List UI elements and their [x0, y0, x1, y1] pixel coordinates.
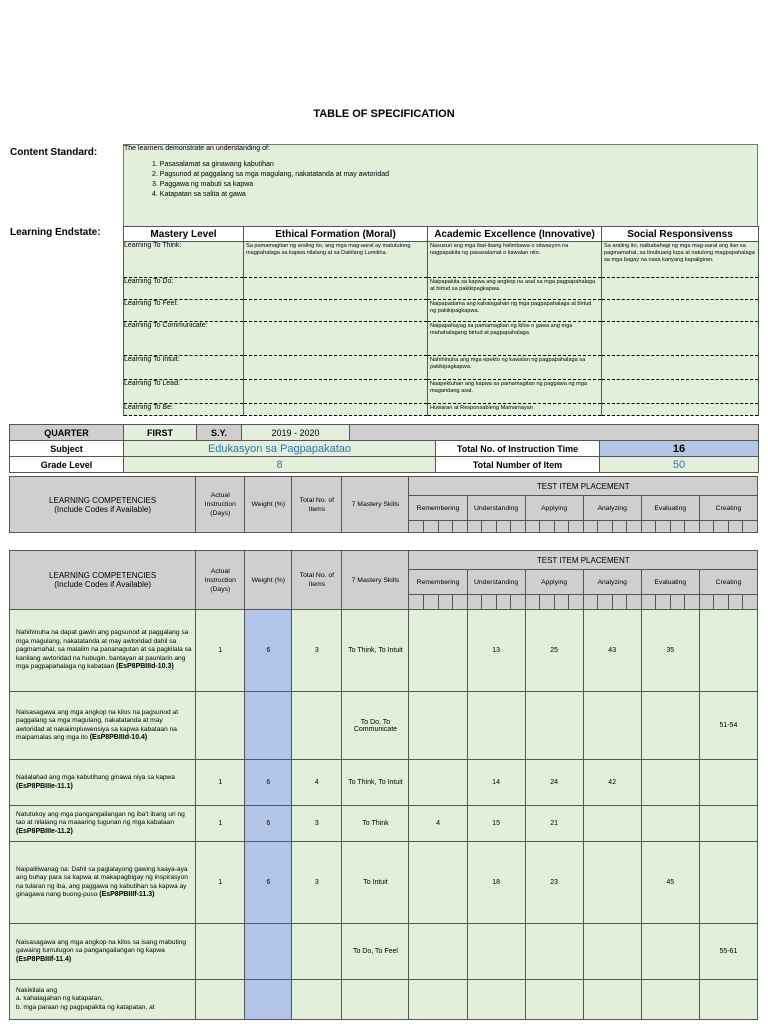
- endstate-row: [124, 380, 759, 404]
- endstate-mastery-level: Learning To Think:: [124, 242, 244, 278]
- header-subcell: [685, 595, 700, 610]
- mastery-skills-cell: [342, 980, 409, 1020]
- header-subcell: [453, 521, 468, 533]
- quarter-value: FIRST: [124, 425, 197, 441]
- total-items-cell: 3: [292, 842, 342, 924]
- placement-app-cell: 21: [525, 806, 583, 842]
- placement-cre-cell: 51-54: [699, 692, 757, 760]
- placement-rem-cell: [409, 610, 467, 692]
- mastery-skills-cell: To Do, To Feel: [342, 924, 409, 980]
- header-subcell: [641, 595, 656, 610]
- header-subcell: [598, 595, 613, 610]
- header-subcell: [453, 595, 468, 610]
- header-weight: Weight (%): [245, 477, 292, 533]
- endstate-row: [124, 356, 759, 380]
- content-standard-label: Content Standard:: [10, 147, 98, 158]
- competency-description: [10, 692, 196, 760]
- competency-row: [10, 924, 758, 980]
- header-subcell: [569, 595, 584, 610]
- competency-code: (EsP8PBIIIe-11.2): [16, 827, 73, 835]
- instruction-days-cell: 1: [196, 760, 245, 806]
- header-subcell: [482, 521, 497, 533]
- competency-header-table: [9, 476, 758, 533]
- header-subcell: [728, 521, 743, 533]
- header-subcell: [569, 521, 584, 533]
- placement-eva-cell: 35: [641, 610, 699, 692]
- header-actual-instruction: Actual Instruction (Days): [196, 477, 245, 533]
- competency-row: [10, 842, 758, 924]
- endstate-social: [602, 356, 759, 380]
- total-time-value: 16: [600, 441, 759, 457]
- header-subcell: [670, 595, 685, 610]
- total-items-cell: [292, 692, 342, 760]
- competency-table: [9, 550, 758, 1020]
- weight-cell: [245, 980, 292, 1020]
- endstate-row: [124, 300, 759, 322]
- total-items-cell: 4: [292, 760, 342, 806]
- endstate-innovative: Naipapakita sa kapwa ang angkop na asal sa mga pagpapahalaga at birtud sa pakikipagkapwa.: [428, 278, 602, 300]
- endstate-moral: Sa pamamagitan ng araling ito, ang mga mag-aaral ay matututong magpahalaga sa kapwa nilalang at sa Dakilang Lumikha.: [244, 242, 428, 278]
- total-items-label: Total Number of Item: [436, 457, 600, 473]
- quarter-row-filler: [350, 425, 759, 441]
- endstate-innovative: Naapektuhan ang kapwa sa pamamagitan ng paggawa ng mga magandang asal.: [428, 380, 602, 404]
- competency-description: [10, 760, 196, 806]
- endstate-social: Sa araling ito, naibabahagi ng mga mag-aaral ang ilan sa pagmamahal, sa tinubuang lupa at natutong magpapahalaga sa mga bagay na nasa kanyang kapaligiran.: [602, 242, 759, 278]
- endstate-moral: [244, 278, 428, 300]
- competency-code: (EsP8PBIIIf-11.3): [99, 891, 155, 898]
- endstate-mastery-level: Learning To Do:: [124, 278, 244, 300]
- competency-description: [10, 806, 196, 842]
- mastery-skills-cell: To Think, To Intuit: [342, 760, 409, 806]
- placement-rem-cell: [409, 692, 467, 760]
- subject-value: Edukasyon sa Pagpapakatao: [124, 441, 436, 457]
- header-level-applying: Applying: [525, 496, 583, 521]
- placement-ana-cell: [583, 692, 641, 760]
- total-items-cell: 3: [292, 806, 342, 842]
- header-test-item-placement: TEST ITEM PLACEMENT: [409, 477, 758, 496]
- weight-cell: 6: [245, 842, 292, 924]
- placement-eva-cell: [641, 760, 699, 806]
- learning-endstate-label: Learning Endstate:: [10, 227, 101, 238]
- endstate-mastery-level: Learning To Intuit:: [124, 356, 244, 380]
- header-level-understanding: Understanding: [467, 570, 525, 595]
- weight-cell: 6: [245, 610, 292, 692]
- placement-app-cell: [525, 692, 583, 760]
- instruction-days-cell: [196, 692, 245, 760]
- header-subcell: [467, 521, 482, 533]
- weight-cell: 6: [245, 760, 292, 806]
- placement-cre-cell: 55-61: [699, 924, 757, 980]
- header-subcell: [467, 595, 482, 610]
- endstate-moral: [244, 300, 428, 322]
- total-items-value: 50: [600, 457, 759, 473]
- placement-rem-cell: [409, 760, 467, 806]
- endstate-row: [124, 242, 759, 278]
- placement-und-cell: 18: [467, 842, 525, 924]
- placement-und-cell: [467, 692, 525, 760]
- header-level-creating: Creating: [699, 496, 757, 521]
- endstate-social: [602, 380, 759, 404]
- placement-ana-cell: [583, 980, 641, 1020]
- total-items-cell: [292, 980, 342, 1020]
- competency-description: [10, 842, 196, 924]
- grade-level-label: Grade Level: [10, 457, 124, 473]
- content-standard-item: 4. Katapatan sa salita at gawa: [152, 191, 246, 198]
- instruction-days-cell: 1: [196, 610, 245, 692]
- placement-ana-cell: [583, 842, 641, 924]
- competency-description: [10, 980, 196, 1020]
- quarter-info-table: [9, 424, 759, 473]
- header-subcell: [540, 595, 555, 610]
- learning-endstate-table: [123, 226, 759, 416]
- header-level-understanding: Understanding: [467, 496, 525, 521]
- content-standard-item: 1. Pasasalamat sa ginawang kabutihan: [152, 161, 274, 168]
- competencies-subtitle: (Include Codes if Available): [54, 504, 152, 514]
- placement-eva-cell: [641, 806, 699, 842]
- header-subcell: [424, 521, 439, 533]
- instruction-days-cell: 1: [196, 842, 245, 924]
- placement-ana-cell: 43: [583, 610, 641, 692]
- competency-text: Naisasagawa ang mga angkop na kilos sa isang mabuting gawaing tumutugon sa pangangailangan ng kapwa: [16, 938, 187, 955]
- header-subcell: [670, 521, 685, 533]
- competency-code: (EsP8PBIIIf-11.4): [16, 955, 72, 963]
- header-level-analyzing: Analyzing: [583, 570, 641, 595]
- endstate-innovative: Nasusuri ang mga ibat-ibang halimbawa o sitwasyon na nagpapakita ng pasasalamat o kawalan nito.: [428, 242, 602, 278]
- header-subcell: [641, 521, 656, 533]
- header-level-evaluating: Evaluating: [641, 496, 699, 521]
- header-social-responsiveness: Social Responsivenss: [602, 227, 759, 242]
- placement-cre-cell: [699, 842, 757, 924]
- endstate-innovative: Naipapahayag sa pamamagitan ng kilos o gawa ang mga mahahalagang birtud at pagpapahalaga.: [428, 322, 602, 356]
- header-subcell: [743, 595, 758, 610]
- grade-level-value: 8: [124, 457, 436, 473]
- endstate-row: [124, 322, 759, 356]
- header-mastery-level: Mastery Level: [124, 227, 244, 242]
- endstate-row: [124, 278, 759, 300]
- placement-cre-cell: [699, 980, 757, 1020]
- header-subcell: [598, 521, 613, 533]
- header-academic-excellence: Academic Excellence (Innovative): [428, 227, 602, 242]
- placement-app-cell: 25: [525, 610, 583, 692]
- header-level-applying: Applying: [525, 570, 583, 595]
- header-subcell: [540, 521, 555, 533]
- placement-app-cell: 23: [525, 842, 583, 924]
- placement-eva-cell: [641, 692, 699, 760]
- endstate-moral: [244, 322, 428, 356]
- endstate-social: [602, 300, 759, 322]
- endstate-social: [602, 404, 759, 416]
- placement-ana-cell: [583, 924, 641, 980]
- placement-app-cell: [525, 980, 583, 1020]
- endstate-social: [602, 278, 759, 300]
- header-total-items: Total No. of Items: [292, 551, 342, 610]
- header-level-remembering: Remembering: [409, 496, 467, 521]
- header-level-analyzing: Analyzing: [583, 496, 641, 521]
- endstate-innovative: Huwaran at Responsableng Mamamayan: [428, 404, 602, 416]
- competency-code: (EsP8PBIIId-10.3): [116, 663, 174, 671]
- header-subcell: [525, 521, 540, 533]
- endstate-social: [602, 322, 759, 356]
- placement-cre-cell: [699, 760, 757, 806]
- placement-app-cell: 24: [525, 760, 583, 806]
- header-subcell: [656, 595, 671, 610]
- competency-text: Nailalahad ang mga kabutihang ginawa niya sa kapwa: [16, 774, 176, 781]
- competency-text: Natutukoy ang mga pangangailangan ng iba't ibang uri ng tao at nilalang na maaaring tugunan ng mga kabataan: [16, 810, 185, 827]
- header-subcell: [511, 595, 526, 610]
- header-subcell: [496, 595, 511, 610]
- header-mastery-skills: 7 Mastery Skills: [342, 551, 409, 610]
- mastery-skills-cell: To Think: [342, 806, 409, 842]
- competencies-title: LEARNING COMPETENCIES: [49, 495, 157, 505]
- placement-rem-cell: [409, 842, 467, 924]
- competency-code: (EsP8PBIIId-10.4): [89, 734, 148, 741]
- header-subcell: [554, 521, 569, 533]
- competency-text: Nahihinuha na dapat gawin ang pagsunod at paggalang sa mga magulang, nakatatanda at may awtoridad dahil sa pagmamahal, sa malalim na pananagutan at sa pagkilala sa kanilang awtoridad na hubugin, bantayan at paunlarin ang mga pagpapahalaga ng kabataan: [16, 629, 192, 671]
- instruction-days-cell: 1: [196, 806, 245, 842]
- header-subcell: [554, 595, 569, 610]
- placement-rem-cell: 4: [409, 806, 467, 842]
- header-subcell: [627, 595, 642, 610]
- header-subcell: [656, 521, 671, 533]
- competencies-title: LEARNING COMPETENCIES: [49, 571, 157, 580]
- competency-row: [10, 692, 758, 760]
- competency-code: (EsP8PBIIIe-11.1): [16, 782, 73, 790]
- total-items-cell: [292, 924, 342, 980]
- placement-eva-cell: 45: [641, 842, 699, 924]
- competency-text: Naipaliliwanag na: Dahil sa paglalayong gawing kaaya-aya ang buhay para sa kapwa at makapagbigay ng inspirasyon na tularan ng iba, ang paggawa ng kabutihan sa kapwa ay ginagawa nang buong-puso: [16, 865, 188, 898]
- header-learning-competencies: [10, 477, 196, 533]
- placement-eva-cell: [641, 980, 699, 1020]
- endstate-mastery-level: Learning To Lead:: [124, 380, 244, 404]
- content-standard-text: The learners demonstrate an understanding of:: [124, 145, 270, 152]
- competency-row: [10, 760, 758, 806]
- competency-text: Nakikilala ang a. kahalagahan ng katapatan, b. mga paraan ng pagpapakita ng katapatan, at: [16, 986, 155, 1011]
- placement-ana-cell: 42: [583, 760, 641, 806]
- header-subcell: [409, 521, 424, 533]
- header-subcell: [438, 595, 453, 610]
- header-subcell: [699, 595, 714, 610]
- header-subcell: [728, 595, 743, 610]
- placement-cre-cell: [699, 610, 757, 692]
- header-test-item-placement: TEST ITEM PLACEMENT: [409, 551, 758, 570]
- header-ethical-formation: Ethical Formation (Moral): [244, 227, 428, 242]
- header-learning-competencies: [10, 551, 196, 610]
- sy-label: S.Y.: [197, 425, 242, 441]
- quarter-label: QUARTER: [10, 425, 124, 441]
- instruction-days-cell: [196, 980, 245, 1020]
- competency-row: [10, 610, 758, 692]
- mastery-skills-cell: To Intuit: [342, 842, 409, 924]
- header-total-items: Total No. of Items: [292, 477, 342, 533]
- header-subcell: [409, 595, 424, 610]
- competency-description: [10, 924, 196, 980]
- weight-cell: 6: [245, 806, 292, 842]
- competency-row: [10, 806, 758, 842]
- placement-und-cell: 13: [467, 610, 525, 692]
- endstate-row: [124, 404, 759, 416]
- placement-app-cell: [525, 924, 583, 980]
- placement-rem-cell: [409, 980, 467, 1020]
- header-subcell: [511, 521, 526, 533]
- total-items-cell: 3: [292, 610, 342, 692]
- endstate-innovative: Nahihinuha ang mga epekto ng kawalan ng pagpapahalaga sa pakikipagkapwa.: [428, 356, 602, 380]
- placement-und-cell: 14: [467, 760, 525, 806]
- header-subcell: [612, 521, 627, 533]
- content-standard-box: [123, 144, 758, 226]
- header-level-remembering: Remembering: [409, 570, 467, 595]
- header-subcell: [685, 521, 700, 533]
- header-subcell: [482, 595, 497, 610]
- endstate-innovative: Naipapadama ang kahalagahan ng mga pagpapahalaga at birtud ng pakikipagkapwa.: [428, 300, 602, 322]
- content-standard-item: 3. Paggawa ng mabuti sa kapwa: [152, 181, 254, 188]
- header-mastery-skills: 7 Mastery Skills: [342, 477, 409, 533]
- mastery-skills-cell: To Think, To Intuit: [342, 610, 409, 692]
- endstate-mastery-level: Learning To Communicate:: [124, 322, 244, 356]
- weight-cell: [245, 692, 292, 760]
- endstate-moral: [244, 380, 428, 404]
- weight-cell: [245, 924, 292, 980]
- header-subcell: [583, 521, 598, 533]
- endstate-mastery-level: Learning To Be:: [124, 404, 244, 416]
- subject-label: Subject: [10, 441, 124, 457]
- placement-cre-cell: [699, 806, 757, 842]
- header-subcell: [525, 595, 540, 610]
- sy-value: 2019 - 2020: [242, 425, 350, 441]
- placement-eva-cell: [641, 924, 699, 980]
- page-title: TABLE OF SPECIFICATION: [313, 108, 455, 120]
- placement-rem-cell: [409, 924, 467, 980]
- header-subcell: [627, 521, 642, 533]
- header-subcell: [496, 521, 511, 533]
- mastery-skills-cell: To Do, To Communicate: [342, 692, 409, 760]
- content-standard-item: 2. Pagsunod at paggalang sa mga magulang, nakatatanda at may awtoridad: [152, 171, 389, 178]
- competencies-subtitle: (Include Codes if Available): [54, 580, 152, 589]
- header-actual-instruction: Actual Instruction (Days): [196, 551, 245, 610]
- competency-row: [10, 980, 758, 1020]
- header-level-evaluating: Evaluating: [641, 570, 699, 595]
- instruction-days-cell: [196, 924, 245, 980]
- placement-und-cell: 15: [467, 806, 525, 842]
- placement-ana-cell: [583, 806, 641, 842]
- header-weight: Weight (%): [245, 551, 292, 610]
- header-subcell: [438, 521, 453, 533]
- header-subcell: [583, 595, 598, 610]
- endstate-moral: [244, 404, 428, 416]
- header-subcell: [424, 595, 439, 610]
- header-subcell: [612, 595, 627, 610]
- endstate-moral: [244, 356, 428, 380]
- header-subcell: [714, 595, 729, 610]
- placement-und-cell: [467, 924, 525, 980]
- total-time-label: Total No. of Instruction Time: [436, 441, 600, 457]
- endstate-mastery-level: Learning To Feel:: [124, 300, 244, 322]
- content-standard-list: [144, 160, 389, 200]
- competency-description: [10, 610, 196, 692]
- placement-und-cell: [467, 980, 525, 1020]
- header-subcell: [699, 521, 714, 533]
- header-level-creating: Creating: [699, 570, 757, 595]
- header-subcell: [714, 521, 729, 533]
- competency-text: Naisasagawa ang mga angkop na kilos na pagsunod at paggalang sa mga magulang, nakatatanda at may awtoridad at nakaiimpluwensiya sa kapwa kabataan na maipamalas ang mga ito: [16, 708, 179, 741]
- header-subcell: [743, 521, 758, 533]
